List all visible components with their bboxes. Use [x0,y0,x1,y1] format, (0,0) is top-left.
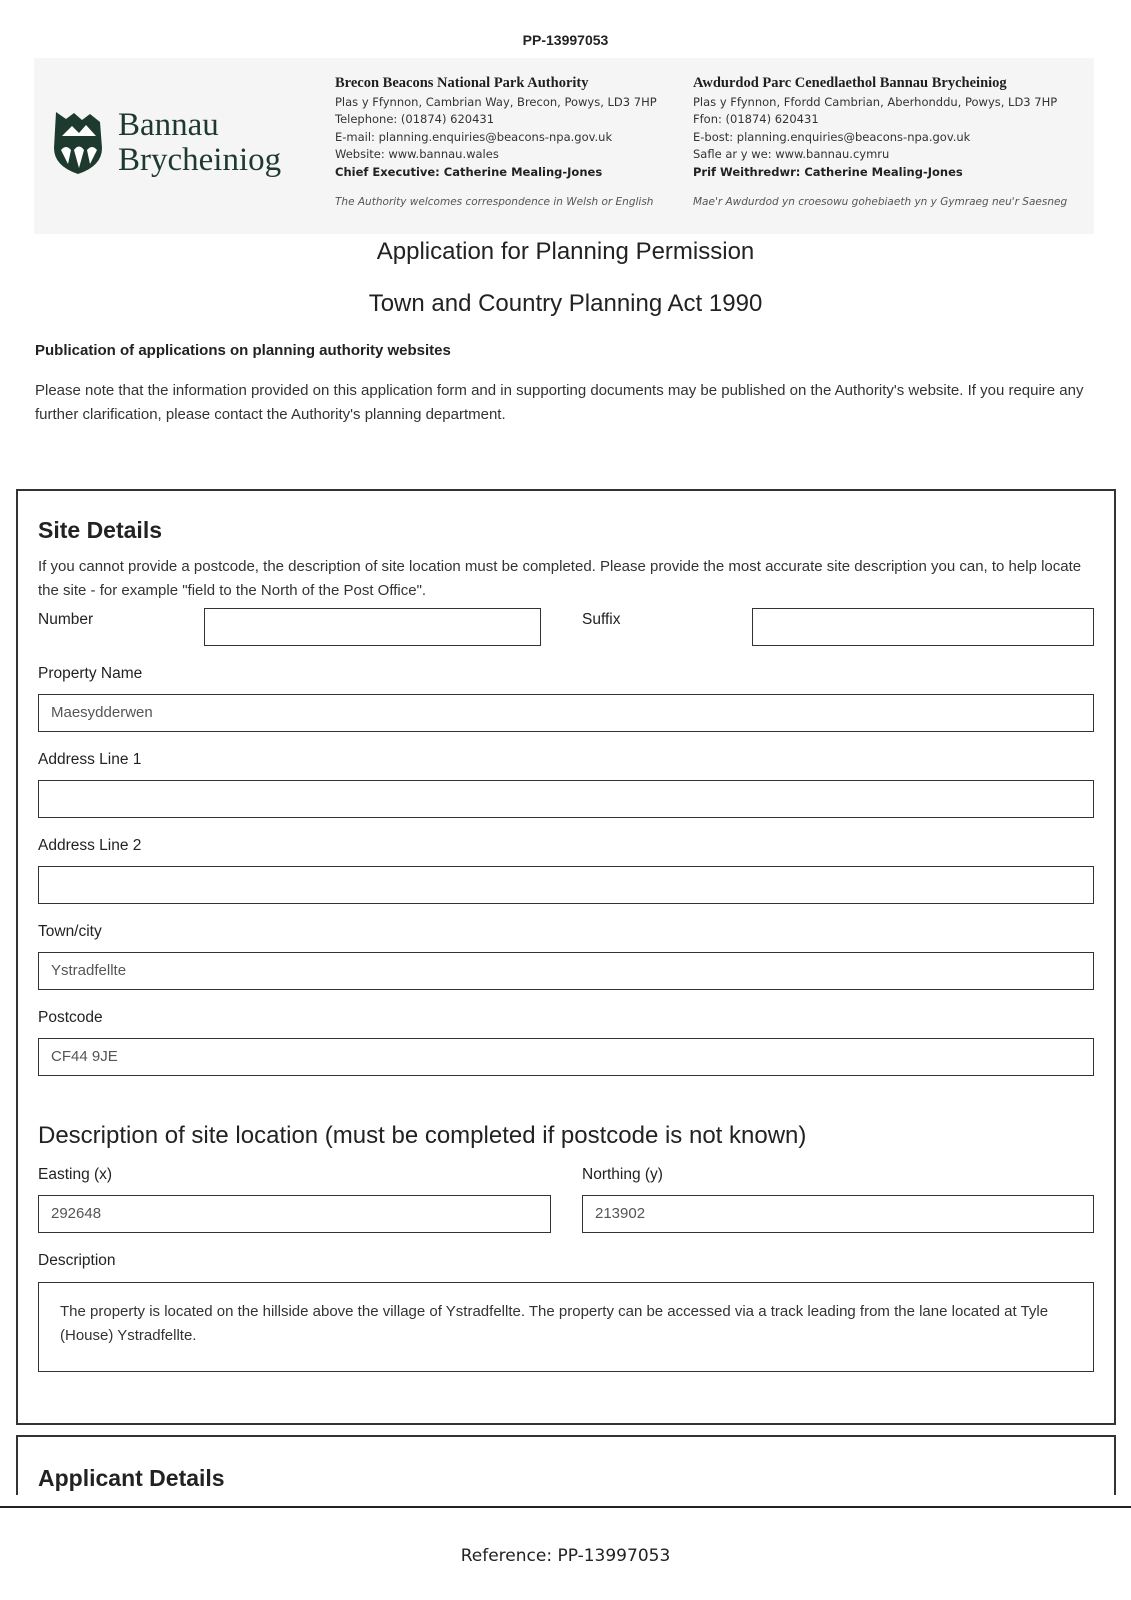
website-english: Website: www.bannau.wales [335,147,499,161]
town-city-field[interactable]: Ystradfellte [38,952,1094,990]
email-welsh: E-bost: planning.enquiries@beacons-npa.gov.uk [693,129,971,144]
chief-executive-english: Chief Executive: Catherine Mealing-Jones [335,164,603,179]
publication-notice: Please note that the information provided on this application form and in supporting documents may be published on the Authority's website. If you require any further clarification, please contact the Authority's planning department. [35,382,1084,423]
letterhead-welsh [693,75,1093,212]
logo-wordmark [118,108,281,178]
page-title: Application for Planning Permission [376,238,755,265]
site-details-intro: If you cannot provide a postcode, the description of site location must be completed. Please provide the most accurate site description you can, to help locate the site - for example "field to the North of the Post Office". [38,558,1082,599]
publication-heading: Publication of applications on planning authority websites [35,342,451,359]
bannau-logo-icon [52,110,104,176]
site-details-title: Site Details [38,517,162,543]
northing-field[interactable]: 213902 [582,1195,1094,1233]
site-details-section [16,489,1116,1425]
number-label: Number [38,611,94,628]
website-welsh: Safle ar y we: www.bannau.cymru [693,147,890,161]
property-name-field[interactable]: Maesydderwen [38,694,1094,732]
welcome-welsh: Mae'r Awdurdod yn croesowu gohebiaeth yn y Gymraeg neu'r Saesneg [693,196,1068,208]
address-welsh: Plas y Ffynnon, Ffordd Cambrian, Aberhonddu, Powys, LD3 7HP [693,94,1058,109]
telephone-welsh: Ffon: (01874) 620431 [693,112,819,126]
easting-field[interactable]: 292648 [38,1195,551,1233]
org-name-welsh: Awdurdod Parc Cenedlaethol Bannau Brycheiniog [693,75,1007,91]
footer-divider [0,1506,1131,1508]
applicant-details-title: Applicant Details [38,1465,225,1491]
footer-reference: Reference: PP-13997053 [460,1546,671,1566]
email-english: E-mail: planning.enquiries@beacons-npa.gov.uk [335,129,613,144]
easting-label: Easting (x) [38,1166,113,1183]
postcode-field[interactable]: CF44 9JE [38,1038,1094,1076]
suffix-label: Suffix [582,611,621,628]
chief-executive-welsh: Prif Weithredwr: Catherine Mealing-Jones [693,164,963,179]
address-line1-field[interactable] [38,780,1094,818]
applicant-details-section [16,1435,1116,1495]
number-field[interactable] [204,608,541,646]
address-line2-label: Address Line 2 [38,837,142,854]
address-english: Plas y Ffynnon, Cambrian Way, Brecon, Powys, LD3 7HP [335,94,657,109]
address-line1-label: Address Line 1 [38,751,142,768]
northing-label: Northing (y) [582,1166,663,1183]
letterhead [34,58,1094,234]
town-city-label: Town/city [38,923,102,940]
org-name-english: Brecon Beacons National Park Authority [335,75,589,91]
telephone-english: Telephone: (01874) 620431 [335,112,495,126]
logo-line1: Bannau [118,107,219,143]
welcome-english: The Authority welcomes correspondence in Welsh or English [335,196,654,208]
logo [52,107,312,180]
reference-number: PP-13997053 [522,32,609,48]
property-name-label: Property Name [38,665,143,682]
letterhead-english [335,75,690,212]
description-label: Description [38,1252,116,1269]
page-subtitle: Town and Country Planning Act 1990 [368,290,763,317]
postcode-label: Postcode [38,1009,103,1026]
address-line2-field[interactable] [38,866,1094,904]
suffix-field[interactable] [752,608,1094,646]
description-field[interactable]: The property is located on the hillside above the village of Ystradfellte. The property can be accessed via a track leading from the lane located at Tyle (House) Ystradfellte. [38,1282,1094,1372]
logo-line2: Brycheiniog [118,142,282,178]
site-location-heading: Description of site location (must be completed if postcode is not known) [38,1122,807,1149]
